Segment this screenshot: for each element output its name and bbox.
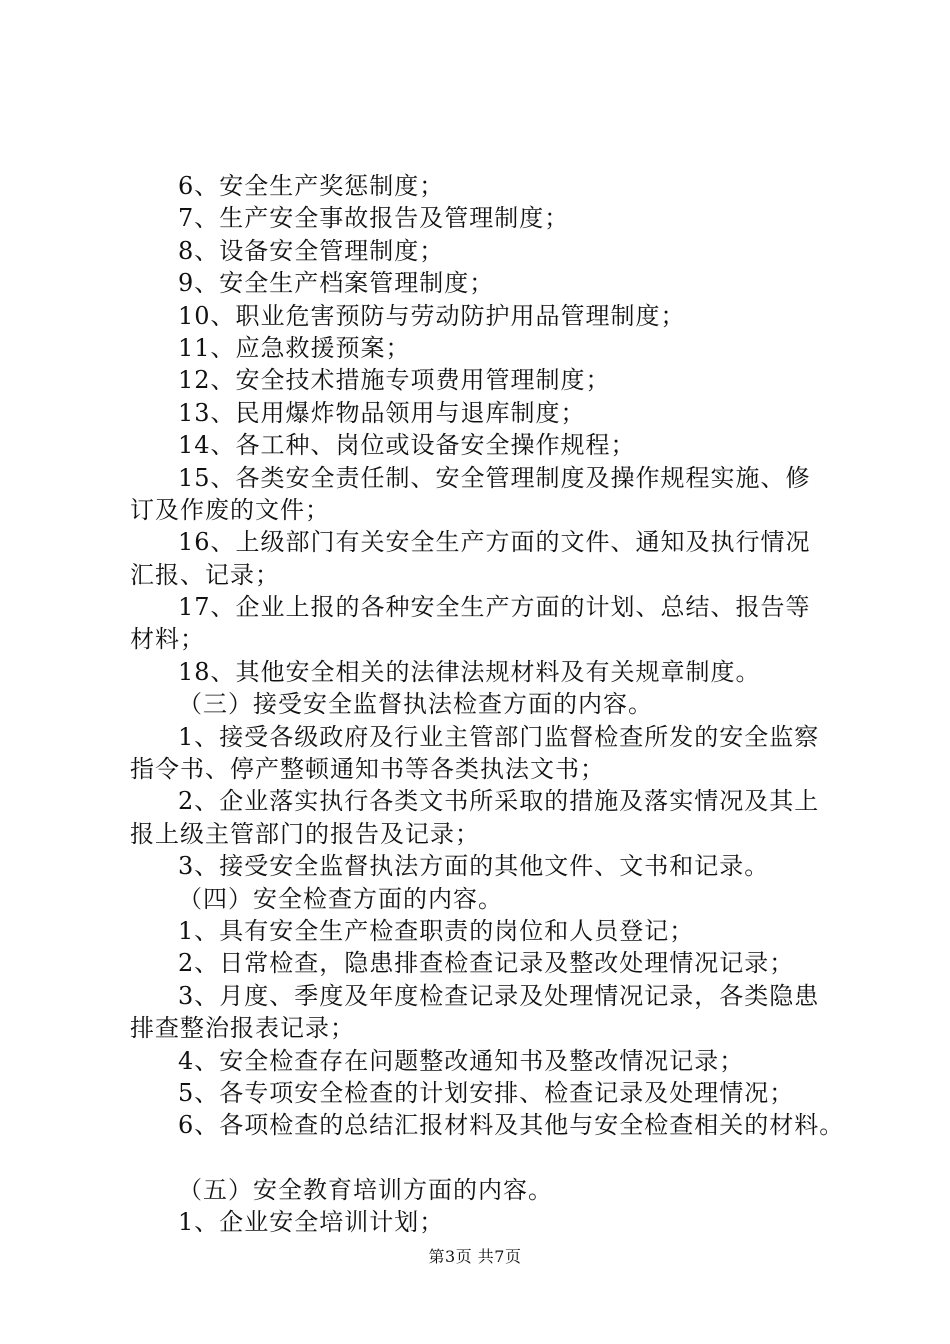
text-line: 5、各专项安全检查的计划安排、检查记录及处理情况； bbox=[178, 1078, 795, 1107]
text-line: 13、民用爆炸物品领用与退库制度； bbox=[178, 398, 586, 427]
text-line: 报上级主管部门的报告及记录； bbox=[130, 819, 480, 848]
text-line: 6、安全生产奖惩制度； bbox=[178, 172, 445, 200]
text-line: 4、安全检查存在问题整改通知书及整改情况记录； bbox=[178, 1046, 745, 1075]
text-line: 7、生产安全事故报告及管理制度； bbox=[178, 204, 570, 233]
page-number-label: 第3页 共7页 bbox=[428, 1247, 522, 1266]
text-line: 6、各项检查的总结汇报材料及其他与安全检查相关的材料。 bbox=[178, 1111, 845, 1140]
text-line: 12、安全技术措施专项费用管理制度； bbox=[178, 366, 611, 395]
text-line: （四）安全检查方面的内容。 bbox=[178, 884, 503, 913]
blank-line bbox=[130, 1142, 834, 1174]
text-line: 1、接受各级政府及行业主管部门监督检查所发的安全监察 bbox=[178, 722, 820, 751]
text-line: （三）接受安全监督执法检查方面的内容。 bbox=[178, 690, 653, 719]
text-line: 汇报、记录； bbox=[130, 560, 280, 589]
text-line: 1、企业安全培训计划； bbox=[178, 1208, 445, 1237]
text-line: 订及作废的文件； bbox=[130, 495, 330, 524]
text-line: 15、各类安全责任制、安全管理制度及操作规程实施、修 bbox=[178, 463, 811, 492]
text-line: 11、应急救援预案； bbox=[178, 333, 411, 362]
text-line: 18、其他安全相关的法律法规材料及有关规章制度。 bbox=[178, 657, 761, 686]
text-line: 3、月度、季度及年度检查记录及处理情况记录，各类隐患 bbox=[178, 981, 820, 1010]
text-line: 17、企业上报的各种安全生产方面的计划、总结、报告等 bbox=[178, 593, 811, 622]
text-line: 10、职业危害预防与劳动防护用品管理制度； bbox=[178, 301, 686, 330]
text-line: 16、上级部门有关安全生产方面的文件、通知及执行情况 bbox=[178, 528, 811, 557]
page-footer bbox=[0, 1244, 950, 1267]
text-line: 排查整治报表记录； bbox=[130, 1014, 355, 1043]
text-line: 2、日常检查，隐患排查检查记录及整改处理情况记录； bbox=[178, 949, 795, 978]
text-line: 材料； bbox=[130, 625, 205, 654]
text-line: 3、接受安全监督执法方面的其他文件、文书和记录。 bbox=[178, 852, 770, 881]
text-line: 9、安全生产档案管理制度； bbox=[178, 269, 495, 298]
text-line: 14、各工种、岗位或设备安全操作规程； bbox=[178, 431, 636, 460]
text-line: 8、设备安全管理制度； bbox=[178, 236, 445, 265]
text-line: 指令书、停产整顿通知书等各类执法文书； bbox=[130, 755, 605, 784]
document-body bbox=[130, 170, 845, 1239]
text-line: 1、具有安全生产检查职责的岗位和人员登记； bbox=[178, 916, 695, 945]
text-line: 2、企业落实执行各类文书所采取的措施及落实情况及其上 bbox=[178, 787, 820, 816]
text-line: （五）安全教育培训方面的内容。 bbox=[178, 1175, 553, 1204]
paragraph-list bbox=[130, 170, 845, 1239]
